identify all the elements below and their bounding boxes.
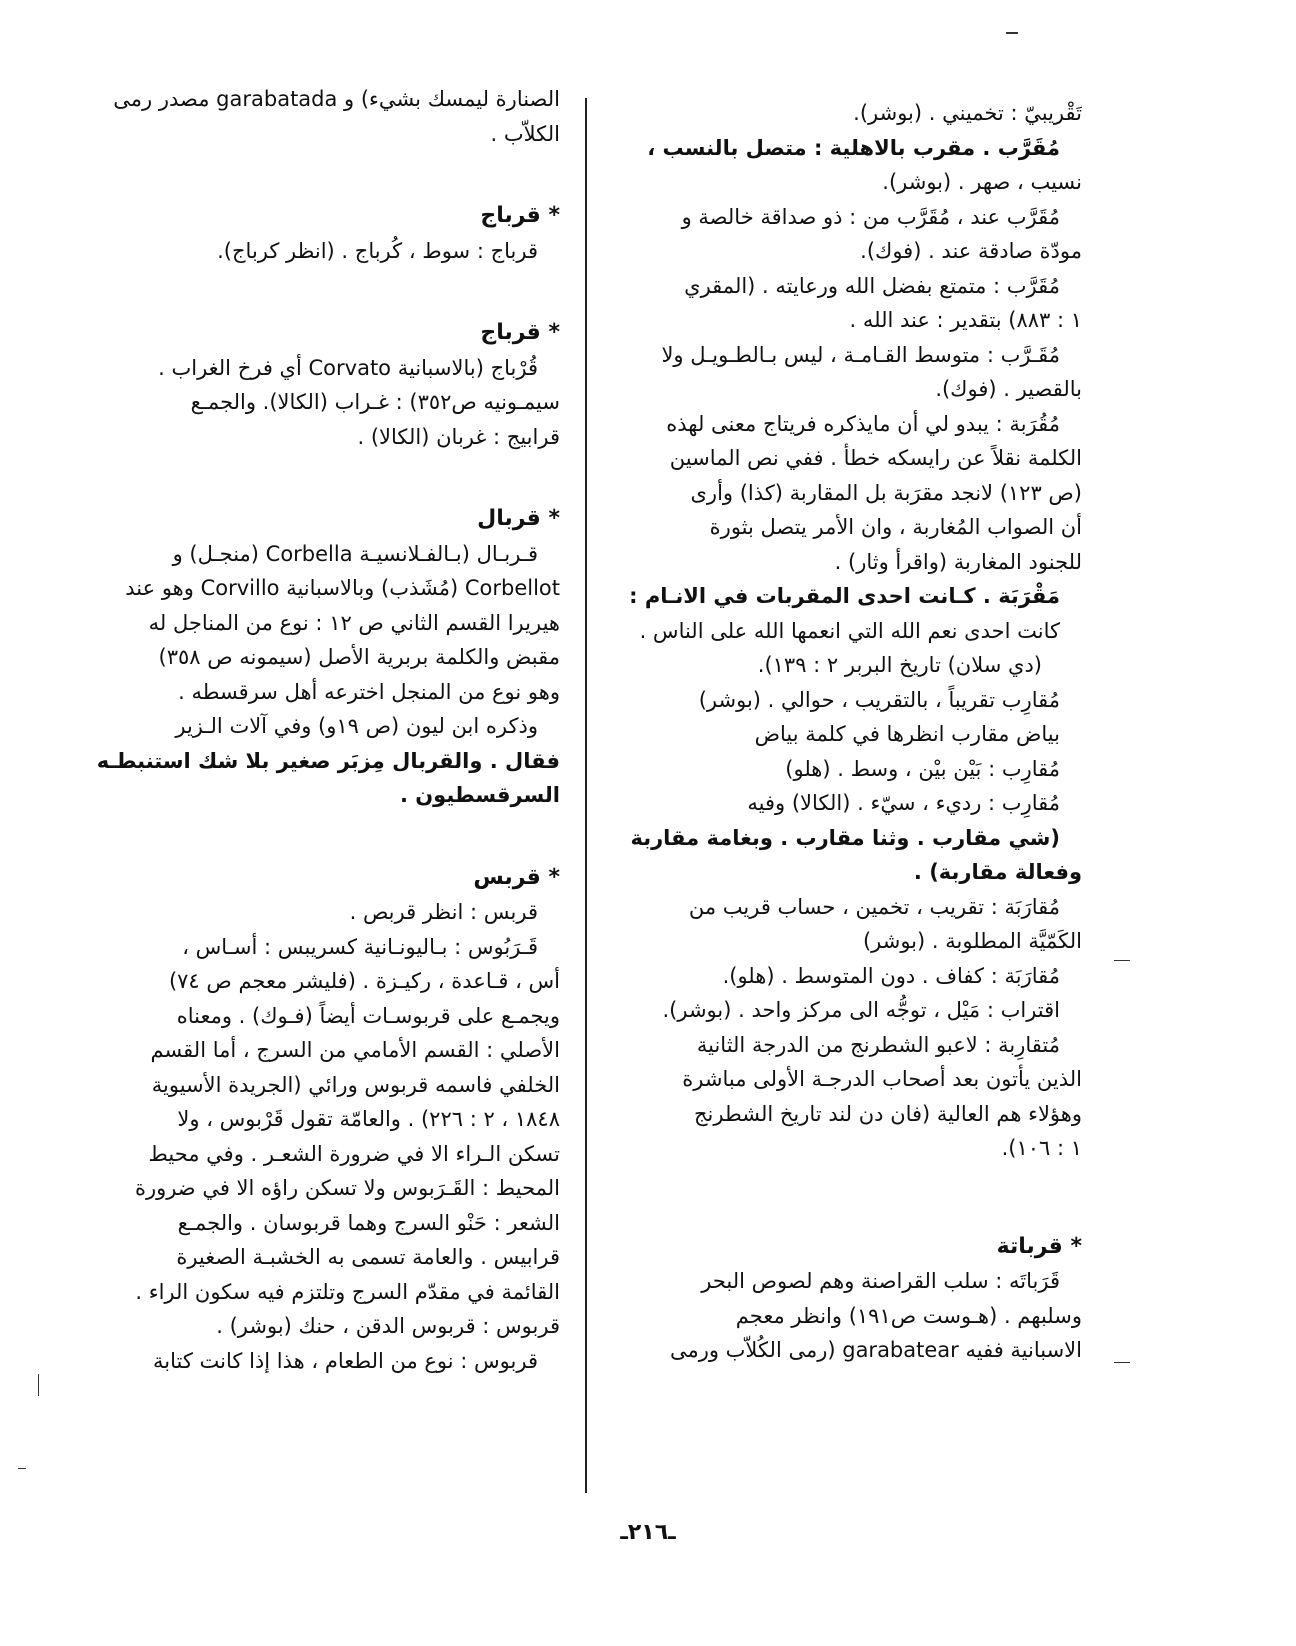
- text-line: القائمة في مقدّم السرج وتلتزم فيه سكون الراء .: [135, 1279, 560, 1304]
- text-line: وهؤلاء هم العالية (فان دن لند تاريخ الشطرنج: [694, 1101, 1082, 1126]
- text-line: مَقْرَبَة . كـانت احدى المقربات في الانـام :: [629, 584, 1060, 608]
- entry-heading: * قرباج: [480, 320, 560, 345]
- text-line: الكلاّب .: [490, 121, 560, 146]
- text-line: قَـرَبُوس : بـاليونـانية كسريبس : أسـاس ،: [182, 934, 538, 959]
- text-line: مُقَـرَّب : متوسط القـامـة ، ليس بـالطـويـل ولا: [661, 342, 1060, 367]
- column-divider: [585, 98, 587, 1493]
- right-column: [622, 96, 1082, 1368]
- text-line: الكلمة نقلاً عن رايسكه خطأ . ففي نص الماسين: [669, 446, 1082, 470]
- spacer: [92, 151, 560, 199]
- text-line: وذكره ابن ليون (ص ١٩و) وفي آلات الـزير: [175, 714, 538, 738]
- text-line: تسكن الـراء الا في ضرورة الشعـر . وفي محيط: [148, 1141, 560, 1166]
- text-line: مُقَرَّب عند ، مُقَرَّب من : ذو صداقة خالصة و: [681, 204, 1060, 229]
- entry-heading: * قربس: [473, 864, 560, 890]
- text-line: بالقصير . (فوك).: [935, 377, 1082, 401]
- text-line: الكَمّيَّة المطلوبة . (بوشر): [862, 929, 1082, 953]
- text-line: ١ : ٨٨٣) بتقدير : عند الله .: [849, 308, 1082, 332]
- scan-mark: [1006, 32, 1018, 34]
- text-line: وسلبهم . (هـوست ص١٩١) وانظر معجم: [735, 1303, 1082, 1328]
- page-number: ـ٢١٦ـ: [620, 1520, 676, 1545]
- text-line: مُقَرَّب : متمتع بفضل الله ورعايته . (المقري: [684, 273, 1060, 298]
- spacer: [92, 268, 560, 316]
- text-line: وهو نوع من المنجل اخترعه أهل سرقسطه .: [178, 679, 560, 704]
- text-line: وفعالة مقاربة) .: [913, 860, 1082, 884]
- text-line: مُقَرَّب . مقرب بالاهلية : متصل بالنسب ،: [647, 135, 1060, 160]
- text-line: فقال . والقربال مِزبَر صغير بلا شك استنبطـه: [96, 748, 560, 773]
- text-line: مقبض والكلمة بربرية الأصل (سيمونه ص ٣٥٨): [158, 645, 560, 669]
- text-line: (شي مقارب . وثنا مقارب . وبغامة مقاربة: [630, 825, 1060, 850]
- scan-mark: [1114, 960, 1130, 961]
- text-line: قُرْباج (بالاسبانية Corvato أي فرخ الغراب .: [158, 355, 538, 380]
- text-line: السرقسطيون .: [399, 783, 560, 807]
- text-line: الذين يأتون بعد أصحاب الدرجـة الأولى مباشرة: [682, 1067, 1082, 1091]
- spacer: [92, 813, 560, 861]
- text-line: قرباج : سوط ، كُرباج . (انظر كرباج).: [217, 238, 538, 263]
- left-column: [92, 82, 560, 1378]
- text-line: ١٨٤٨ ، ٢ : ٢٢٦) . والعامّة تقول قَرْبوس ، ولا: [177, 1107, 560, 1131]
- text-line: الشعر : حَنْو السرج وهما قربوسان . والجمـع: [177, 1210, 560, 1235]
- text-line: سيمـونيه ص٣٥٢) : غـراب (الكالا). والجمـع: [190, 390, 560, 414]
- text-line: مودّة صادقة عند . (فوك).: [860, 239, 1082, 263]
- text-line: الاسبانية ففيه garabatear (رمى الكُلاّب ورمى: [669, 1338, 1082, 1362]
- text-line: كانت احدى نعم الله التي انعمها الله على الناس .: [639, 618, 1060, 643]
- text-line: بياض مقارب انظرها في كلمة بياض: [754, 722, 1060, 746]
- text-line: قـربـال (بـالفـلانسيـة Corbella (منجـل) و: [172, 541, 538, 566]
- text-line: للجنود المغاربة (واقرأ وثار) .: [834, 549, 1082, 574]
- scan-mark: [38, 1374, 39, 1396]
- spacer: [622, 1166, 1082, 1230]
- spacer: [92, 454, 560, 502]
- text-line: الأصلي : القسم الأمامي من السرج ، أما القسم: [150, 1038, 560, 1062]
- text-line: أن الصواب المُغاربة ، وان الأمر يتصل بثورة: [709, 515, 1082, 539]
- scan-mark: [18, 1468, 26, 1469]
- entry-heading: * قرباج: [480, 203, 560, 228]
- text-line: مُتقارِبة : لاعبو الشطرنج من الدرجة الثانية: [696, 1032, 1060, 1057]
- text-line: مُقُرَبة : يبدو لي أن مايذكره فريتاج معنى لهذه: [666, 411, 1060, 436]
- text-line: قربس : انظر قربص .: [349, 900, 538, 924]
- text-line: المحيط : القَـرَبوس ولا تسكن راؤه الا في ضرورة: [134, 1176, 560, 1200]
- scan-mark: [1114, 1362, 1130, 1363]
- text-line: هيريرا القسم الثاني ص ١٢ : نوع من المناجل له: [148, 610, 560, 635]
- text-line: الصنارة ليمسك بشيء) و garabatada مصدر رمى: [113, 87, 560, 111]
- text-line: مُقارَبَة : تقريب ، تخمين ، حساب قريب من: [688, 894, 1060, 919]
- text-line: مُقارِب تقريباً ، بالتقريب ، حوالي . (بوشر): [698, 687, 1060, 712]
- text-line: قربوس : نوع من الطعام ، هذا إذا كانت كتابة: [153, 1348, 538, 1373]
- text-line: (دي سلان) تاريخ البربر ٢ : ١٣٩).: [757, 653, 1042, 677]
- text-line: قَرَباتَه : سلب القراصنة وهم لصوص البحر: [701, 1269, 1060, 1293]
- text-line: الخلفي فاسمه قربوس ورائي (الجريدة الأسيوية: [151, 1072, 560, 1097]
- text-line: قرابيج : غربان (الكالا) .: [357, 424, 560, 449]
- text-line: قرابيس . والعامة تسمى به الخشبـة الصغيرة: [176, 1245, 560, 1269]
- text-line: ١ : ١٠٦).: [1001, 1136, 1082, 1160]
- text-line: مُقارِب : رديء ، سيّء . (الكالا) وفيه: [747, 791, 1060, 815]
- text-line: اقتراب : مَيْل ، توجُّه الى مركز واحد . (بوشر).: [662, 998, 1060, 1022]
- text-line: قربوس : قربوس الدقن ، حنك (بوشر) .: [216, 1314, 560, 1338]
- text-line: ويجمـع على قربوسـات أيضاً (فـوك) . ومعناه: [176, 1003, 560, 1028]
- text-line: نسيب ، صهر . (بوشر).: [882, 170, 1082, 194]
- entry-heading: * قرباتة: [996, 1233, 1082, 1259]
- text-line: Corbellot (مُشَذب) وبالاسبانية Corvillo وهو عند: [125, 576, 560, 600]
- text-line: مُقارِب : بَيْن بيْن ، وسط . (هلو): [785, 756, 1060, 781]
- text-line: تَقْريبيّ : تخميني . (بوشر).: [853, 101, 1082, 125]
- text-line: أس ، قـاعدة ، ركيـزة . (فليشر معجم ص ٧٤): [168, 969, 560, 993]
- text-line: مُقارَبَة : كفاف . دون المتوسط . (هلو).: [722, 963, 1060, 988]
- entry-heading: * قربال: [477, 506, 560, 531]
- text-line: (ص ١٢٣) لانجد مقرَبة بل المقاربة (كذا) وأرى: [690, 480, 1082, 505]
